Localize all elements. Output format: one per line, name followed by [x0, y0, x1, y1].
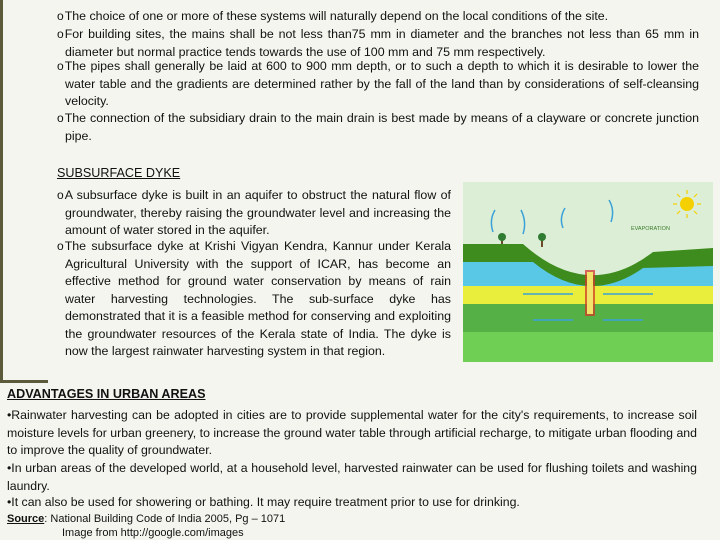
advantage-paragraph: •It can also be used for showering or bathing. It may require treatment prior to use for drinking. — [7, 495, 520, 509]
deep-layer — [463, 332, 713, 362]
bullet-text: The connection of the subsidiary drain to the main drain is best made by means of a clayware or concrete junction pipe. — [64, 111, 699, 143]
subsurface-dyke-heading: SUBSURFACE DYKE — [57, 166, 181, 180]
bullet-text: The subsurface dyke at Krishi Vigyan Kendra, Kannur under Kerala Agricultural University with the support of ICAR, has become an effective method for ground water conservation by means of rain water harvesting technologies. The sub-surface dyke has demonstrated that it is a feasible method for conserving and exploiting the groundwater resources of the Kerala state of India. The dyke is now the largest rainwater harvesting system in that region. — [64, 239, 451, 358]
bullet-marker: o — [57, 111, 64, 125]
evaporation-label: EVAPORATION — [631, 226, 670, 232]
source-citation — [7, 512, 285, 526]
bullet-pipe-depth — [57, 58, 699, 111]
bullet-text: A subsurface dyke is built in an aquifer to obstruct the natural flow of groundwater, thereby raising the groundwater level and increasing the amount of water stored in the aquifer. — [64, 188, 451, 237]
advantages-heading: ADVANTAGES IN URBAN AREAS — [7, 387, 206, 401]
source-text: : National Building Code of India 2005, Pg – 1071 — [44, 513, 286, 525]
bullet-marker: o — [57, 27, 64, 41]
bullet-text: The choice of one or more of these systems will naturally depend on the local conditions of the site. — [64, 9, 609, 23]
bullet-drain-connection — [57, 110, 699, 145]
bullet-marker: o — [57, 239, 64, 253]
left-vertical-rule — [0, 0, 3, 380]
bullet-dyke-kannur — [57, 238, 451, 361]
dyke-structure — [585, 270, 595, 316]
advantage-paragraph: •In urban areas of the developed world, at a household level, harvested rainwater can be used for flushing toilets and washing laundry. — [7, 461, 697, 493]
bullet-text: The pipes shall generally be laid at 600 to 900 mm depth, or to such a depth to which it is desirable to lower the water table and the gradients are determined rather by the fall of the land than by considerations of self-cleansing velocity. — [64, 59, 699, 108]
advantage-paragraph: •Rainwater harvesting can be adopted in cities are to provide supplemental water for the city's requirements, to increase soil moisture levels for urban greenery, to increase the ground water table through artificial recharge, to mitigate urban flooding and to improve the quality of groundwater. — [7, 408, 697, 457]
section-separator-rule — [0, 380, 48, 383]
bullet-building-sites — [57, 26, 699, 61]
bullet-dyke-definition — [57, 187, 451, 240]
bullet-marker: o — [57, 9, 64, 23]
bullet-text: For building sites, the mains shall be not less than75 mm in diameter and the branches not less than 65 mm in diameter but normal practice tends towards the use of 100 mm and 75 mm respectively. — [64, 27, 699, 59]
image-credit: Image from http://google.com/images — [62, 527, 244, 539]
subsurface-dyke-diagram — [463, 182, 713, 362]
bullet-marker: o — [57, 59, 64, 73]
bullet-marker: o — [57, 188, 64, 202]
source-label: Source — [7, 513, 45, 525]
bullet-site-conditions — [57, 8, 699, 26]
